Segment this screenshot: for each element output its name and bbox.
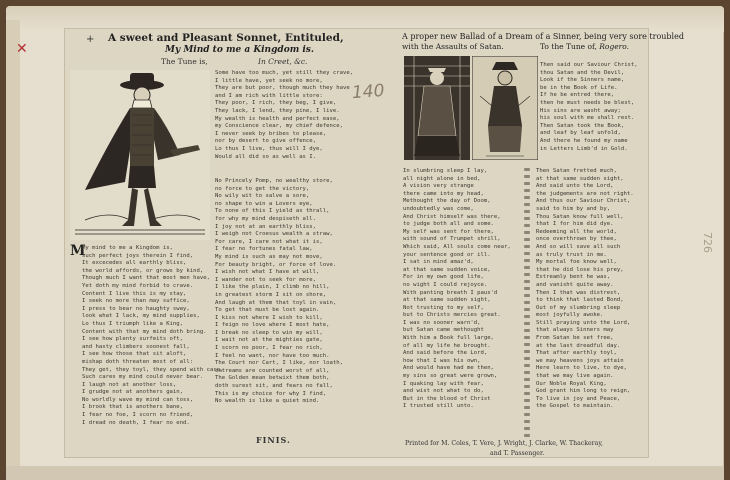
verse-line: Which said, All souls come near, (403, 243, 511, 250)
verse-line: at that same sudden sight, (403, 297, 491, 304)
verse-line: I never seek by bribes to please, (215, 130, 327, 137)
verse-line: no shape to win a Lovers eye, (215, 200, 313, 207)
verse-line: Would all did so as well as I. (215, 153, 317, 160)
verse-line: For care, I care not what it is, (215, 238, 323, 245)
verse-line: I fear no foe, I scorn no friend, (82, 412, 194, 419)
verse-line: I wander not to seek for more, (215, 276, 317, 283)
verse-line: I wish not what I have at will, (215, 269, 320, 276)
verse-line: Some have too much, yet still they crave, (215, 70, 354, 76)
verse-line: And said unto the Lord, (536, 183, 614, 190)
verse-line: The Golden mean betwixt them both, (215, 375, 330, 382)
red-pencil-mark-icon: ✕ (16, 41, 28, 57)
verse-line: If he be entred there, (540, 92, 615, 99)
verse-line: Content I live this is my stay, (82, 290, 187, 297)
verse-line: God grant him long to reign, (536, 388, 631, 395)
verse-line: Such cares my mind could never bear. (82, 374, 204, 381)
verse-line: That after earthly toyl, (536, 350, 617, 357)
right-tune-name: Rogero. (599, 42, 630, 51)
album-page-bottom-edge (6, 466, 724, 480)
woodcut-seated-figure-icon (404, 56, 470, 160)
verse-line: Then Satan fretted much, (536, 168, 617, 174)
verse-line: Out of my slumbring sleep (536, 304, 621, 311)
woodcut-devil-figure-icon (472, 56, 538, 160)
left-verse-upper (215, 70, 353, 161)
verse-line: at that same sudden voice, (403, 266, 491, 273)
verse-line: Yet doth my mind forbid to crave. (82, 282, 194, 289)
verse-line: To live in joy and Peace, (536, 395, 621, 402)
verse-line: and I am rich with little store: (215, 92, 323, 99)
verse-line: and leaf by leaf unfold, (540, 130, 621, 137)
verse-line: of all my life he brought. (403, 342, 491, 349)
verse-line: I fear no fortunes fatal law, (215, 246, 313, 253)
verse-line: For in my own good life, (403, 274, 484, 281)
left-tune-label: The Tune is, (161, 57, 208, 66)
verse-line: said to him by and by, (536, 205, 611, 212)
verse-line: mishap doth threaten most of all: (82, 358, 194, 365)
verse-line: that he did lose his prey, (536, 266, 624, 273)
verse-line: It excecedes all earthly bliss, (82, 260, 187, 267)
verse-line: Our Noble Royal King, (536, 380, 607, 387)
verse-line: your sentence good or ill. (403, 251, 491, 258)
right-tune-label: To the Tune of, (540, 42, 597, 51)
right-verse-b (403, 168, 511, 411)
cross-mark-icon: + (86, 34, 95, 45)
verse-line: Then Satan took the Book, (540, 122, 625, 129)
verse-line: I seek no more than may suffice, (82, 298, 190, 305)
left-ballad-title: A sweet and Pleasant Sonnet, Entituled, (108, 32, 344, 44)
verse-line: no force to get the victory, (215, 185, 310, 192)
imprint-line-2: and T. Passenger. (490, 450, 545, 457)
verse-line: My mortal foe know well, (536, 259, 617, 266)
verse-line: And so will save all such (536, 243, 621, 250)
verse-line: my sins so great were grown, (403, 373, 498, 380)
verse-line: This is my choice for why I find, (215, 390, 327, 397)
right-verse-a (540, 62, 638, 153)
verse-line: all night alone in bed, (403, 175, 481, 182)
verse-line: I weigh not Croesus wealth a straw, (215, 231, 333, 238)
verse-line: And laugh at them that toyl in vain, (215, 299, 337, 306)
verse-line: Still praying unto the Lord, (536, 319, 631, 326)
verse-line: at the last dreadful day. (536, 342, 621, 349)
verse-line: but to Christs mercies great. (403, 312, 501, 319)
verse-line: Though much I want that most men have, (82, 275, 210, 282)
verse-line: I see how those that sit aloft, (82, 351, 187, 358)
verse-line: And thus our Saviour Christ, (536, 198, 631, 205)
verse-line: how that I was his own, (403, 357, 481, 364)
verse-line: No worldly wave my mind can toss, (82, 396, 194, 403)
verse-line: I like the plain, I climb no hill, (215, 284, 330, 291)
verse-line: I feel no want, nor have too much. (215, 352, 330, 359)
verse-line: at that same sudden sight, (536, 175, 624, 182)
verse-line: extreams are counted worst of all, (215, 367, 330, 374)
verse-line: nor by desert to give offence, (215, 138, 317, 145)
verse-line: we may heavens joys attain (536, 357, 624, 364)
verse-line: that always Sinners may (536, 327, 614, 334)
verse-line: Look if the Sinners name, (540, 77, 625, 84)
verse-line: most joyfully awoke. (536, 312, 604, 319)
verse-line: From Satan be set free, (536, 335, 614, 342)
verse-line: doth surest sit, and fears no fall, (215, 383, 333, 390)
right-verse-c (536, 168, 634, 411)
verse-line: the Gospel to maintain. (536, 403, 614, 410)
verse-line: My wealth is health and perfect ease, (215, 115, 340, 122)
verse-line: undoubtedly was come, (403, 205, 474, 212)
verse-line: And said before the Lord, (403, 350, 488, 357)
verse-line: Then I that was distrest, (536, 289, 621, 296)
verse-line: once overthrown by thee, (536, 236, 617, 243)
verse-line: but Satan came methought (403, 327, 484, 334)
verse-line: I feign no love where I most hate, (215, 322, 330, 329)
verse-line: For beauty bright, or force of love. (215, 261, 337, 268)
verse-line: But in the blood of Christ (403, 395, 491, 402)
verse-line: They poor, I rich, they beg, I give, (215, 100, 337, 107)
verse-line: My self was sent for there, (403, 228, 494, 235)
verse-line: look what I lack, my mind supplies, (82, 313, 200, 320)
verse-line: I brook that is anothers bane, (82, 404, 184, 411)
verse-line: that we may live again. (536, 373, 614, 380)
verse-line: They are but poor, though much they have (215, 85, 350, 92)
left-verse-middle (215, 178, 343, 406)
verse-line: I joy not at an earthly bliss, (215, 223, 317, 230)
verse-line: to judge both all and some. (403, 221, 494, 228)
verse-line: I trusted still unto. (403, 403, 474, 410)
verse-line: No wily wit to salve a sore, (215, 193, 310, 200)
verse-line: I laugh not at another loss, (82, 381, 177, 388)
verse-line: With panting breath I paus'd (403, 289, 498, 296)
verse-line: I kiss not where I wish to kill, (215, 314, 323, 321)
verse-line: in Letters Limb'd in Gold. (540, 145, 628, 152)
verse-line: Not trusting to my self, (403, 304, 484, 311)
verse-line: the world affords, or grows by kind, (82, 267, 204, 274)
verse-line: and hasty climbers soonest fall, (82, 343, 190, 350)
verse-line: Lo thus I triumph like a King, (82, 320, 184, 327)
verse-line: My mind to me a Kingdom is, (82, 245, 173, 251)
verse-line: such perfect joys therein I find, (82, 252, 194, 259)
finis-label: FINIS. (256, 435, 291, 445)
imprint-line: Printed for M. Coles, T. Vere, J. Wright, J. Clarke, W. Thackeray, (405, 440, 603, 447)
right-ballad-title: A proper new Ballad of a Dream of a Sinner, being very sore troubled (402, 32, 684, 41)
pencil-catalogue-number: 140 (351, 80, 386, 104)
verse-line: To get that must be lost again. (215, 307, 320, 314)
verse-line: Thou Satan know full well, (536, 213, 624, 220)
verse-line: and wist not what to do, (403, 388, 484, 395)
binding-strip (6, 20, 20, 480)
verse-line: I wait not at the mighties gate, (215, 337, 323, 344)
verse-line: in greatest storm I sit on shore, (215, 291, 327, 298)
verse-line: be in the Book of Life. (540, 84, 618, 91)
verse-line: Redeeming all the world, (536, 228, 617, 235)
verse-line: I was no sooner warn'd, (403, 319, 481, 326)
pencil-side-number: 726 (701, 232, 714, 253)
verse-line: No wealth is like a quiet mind. (215, 398, 320, 405)
verse-line: With him a Book full large, (403, 335, 494, 342)
verse-line: The Court nor Cart, I like, nor loath, (215, 360, 343, 367)
verse-line: My mind is such as may not move, (215, 253, 323, 260)
verse-line: I press to bear no haughty sway, (82, 305, 190, 312)
verse-line: Methought the day of Doom, (403, 198, 491, 205)
right-tune (540, 42, 629, 51)
verse-line: then he must needs be blest, (540, 99, 635, 106)
verse-line: and vanisht quite away. (536, 281, 614, 288)
verse-line: I see how plenty surfeits oft, (82, 336, 184, 343)
verse-line: as truly trust in me. (536, 251, 607, 258)
verse-line: that I for him did dye. (536, 221, 614, 228)
verse-line: And would have had me then, (403, 365, 494, 372)
drop-cap-letter: M (70, 243, 86, 259)
left-verse-lower (82, 245, 223, 427)
verse-line: for why my mind despiseth all. (215, 215, 317, 222)
left-ballad-subtitle: My Mind to me a Kingdom is. (165, 45, 314, 55)
verse-line: I little have, yet seek no more, (215, 77, 323, 84)
verse-line: Content with that my mind doth bring. (82, 328, 207, 335)
verse-line: the judgements are not right. (536, 190, 634, 197)
verse-line: I sat in mind amaz'd, (403, 259, 474, 266)
verse-line: Extreamly bent he was, (536, 274, 611, 281)
verse-line: there came into my head, (403, 190, 484, 197)
verse-line: Here learn to live, to dye, (536, 365, 627, 372)
verse-line: Lo thus I live, thus will I dye, (215, 145, 323, 152)
verse-line: And Christ himself was there, (403, 213, 501, 220)
verse-line: I dread no death, I fear no end. (82, 419, 190, 426)
verse-line: They lack, I lend, they pine, I live. (215, 107, 340, 114)
verse-line: thou Satan and the Devil, (540, 69, 625, 76)
verse-line: with sound of Trumpet shrill, (403, 236, 501, 243)
right-ballad-subtitle: with the Assaults of Satan. (402, 42, 504, 51)
verse-line: I break no sleep to win my will, (215, 329, 323, 336)
verse-line: his soul with me shall rest. (540, 115, 635, 122)
verse-line: His sins are washt away; (540, 107, 621, 114)
verse-line: I quaking lay with fear, (403, 380, 484, 387)
verse-line: And there he found my name (540, 137, 628, 144)
verse-line: Then said our Saviour Christ, (540, 62, 638, 68)
verse-line: I grudge not at anothers gain, (82, 389, 184, 396)
verse-line: They get, they toyl, they spend with care, (82, 366, 224, 373)
verse-line: In slumbring sleep I lay, (403, 168, 488, 174)
verse-line: A vision very strange (403, 183, 474, 190)
verse-line: No Princely Pomp, no wealthy store, (215, 178, 333, 184)
verse-line: my Conscience clear, my chief defence, (215, 123, 343, 130)
verse-line: no wight I could rejoyce. (403, 281, 488, 288)
verse-line: to think that lasted Bond, (536, 297, 624, 304)
woodcut-gentleman-icon (70, 70, 210, 240)
verse-line: To none of this I yield as thrall, (215, 208, 330, 215)
verse-line: I scorn no poor, I fear no rich, (215, 345, 323, 352)
left-tune-name: In Creet, &c. (258, 57, 308, 66)
